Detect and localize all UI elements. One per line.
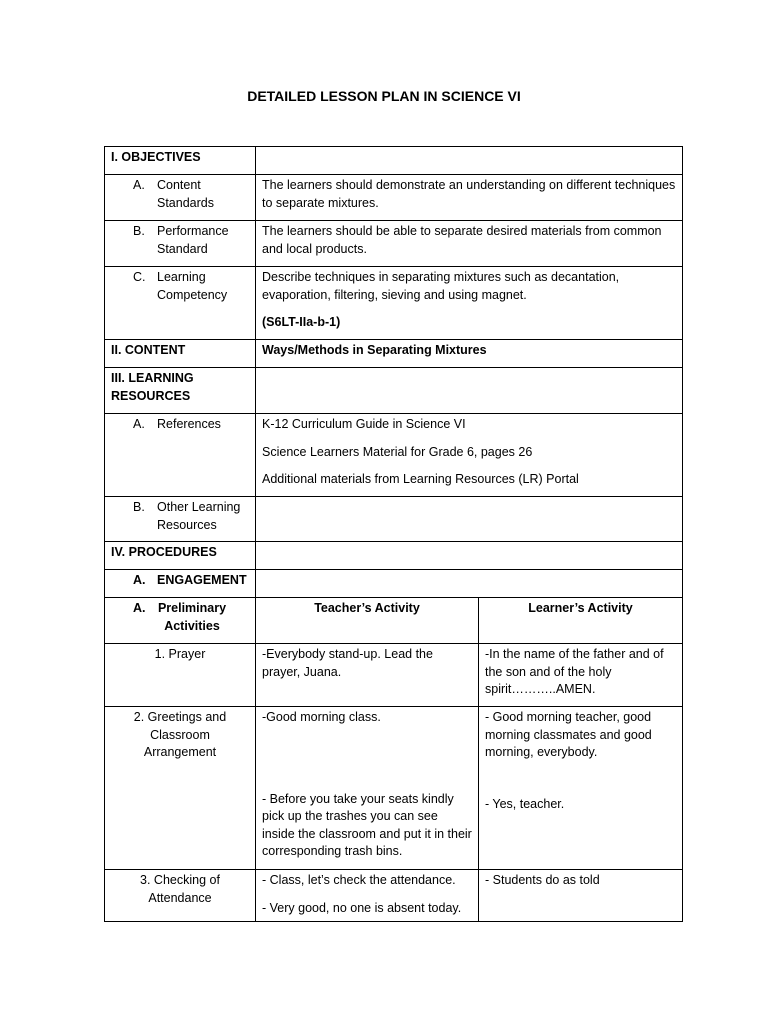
learning-competency-letter: C.: [133, 270, 146, 284]
teacher-activity: - Class, let’s check the attendance.: [262, 873, 456, 887]
other-resources-row: [105, 497, 683, 542]
document-title: DETAILED LESSON PLAN IN SCIENCE VI: [247, 88, 521, 104]
preliminary-header-row: [105, 598, 683, 644]
learner-activity-header: Learner’s Activity: [479, 598, 683, 644]
learning-competency-row: [105, 267, 683, 340]
engagement-label: ENGAGEMENT: [157, 573, 247, 587]
teacher-activity: - Very good, no one is absent today.: [262, 900, 462, 915]
engagement-letter: A.: [133, 573, 146, 587]
learner-activity: - Students do as told: [485, 873, 600, 887]
reference-item: Science Learners Material for Grade 6, pages 26: [262, 444, 533, 459]
learning-competency-code: (S6LT-IIa-b-1): [262, 315, 341, 329]
lesson-plan-table: [104, 146, 683, 922]
objectives-row: [105, 147, 683, 175]
table-row: [105, 870, 683, 922]
references-letter: A.: [133, 417, 145, 431]
activity-label: 2. Greetings and Classroom Arrangement: [133, 710, 227, 759]
content-standards-letter: A.: [133, 178, 145, 192]
reference-item: Additional materials from Learning Resources (LR) Portal: [262, 472, 579, 486]
activity-label: 1. Prayer: [105, 644, 256, 707]
learning-competency-label: Learning Competency: [157, 270, 228, 302]
other-resources-label: Other Learning Resources: [157, 500, 241, 532]
table-row: [105, 707, 683, 870]
other-resources-letter: B.: [133, 500, 145, 514]
reference-item: K-12 Curriculum Guide in Science VI: [262, 417, 466, 431]
procedures-row: [105, 542, 683, 570]
learner-activity: - Good morning teacher, good morning classmates and good morning, everybody.: [485, 710, 652, 759]
content-text: Ways/Methods in Separating Mixtures: [256, 340, 683, 368]
content-standards-row: [105, 175, 683, 221]
performance-standard-text: The learners should be able to separate desired materials from common and local products.: [256, 221, 683, 267]
engagement-row: [105, 570, 683, 598]
performance-standard-label: Performance Standard: [157, 224, 229, 256]
activity-label: 3. Checking of Attendance: [140, 873, 220, 905]
content-row: [105, 340, 683, 368]
performance-standard-row: [105, 221, 683, 267]
references-row: [105, 414, 683, 497]
procedures-heading: IV. PROCEDURES: [105, 542, 256, 570]
content-standards-label: Content Standards: [157, 178, 214, 210]
content-standards-text: The learners should demonstrate an understanding on different techniques to separate mixtures.: [256, 175, 683, 221]
performance-standard-letter: B.: [133, 224, 145, 238]
objectives-heading: I. OBJECTIVES: [105, 147, 256, 175]
teacher-activity: -Good morning class.: [262, 710, 381, 724]
table-row: [105, 644, 683, 707]
teacher-activity: -Everybody stand-up. Lead the prayer, Juana.: [262, 647, 433, 679]
learner-activity: - Yes, teacher.: [485, 796, 565, 811]
preliminary-label: Preliminary Activities: [157, 601, 227, 633]
preliminary-letter: A.: [133, 601, 146, 615]
learning-competency-text: Describe techniques in separating mixtures such as decantation, evaporation, filtering, sieving and using magnet.: [262, 270, 620, 302]
references-label: References: [157, 417, 221, 431]
content-heading: II. CONTENT: [105, 340, 256, 368]
teacher-activity: - Before you take your seats kindly pick up the trashes you can see inside the classroom and put it in their corresponding trash bins.: [262, 791, 472, 858]
learner-activity: -In the name of the father and of the son and of the holy spirit………..AMEN.: [485, 647, 664, 696]
teacher-activity-header: Teacher’s Activity: [256, 598, 479, 644]
learning-resources-heading: III. LEARNING RESOURCES: [105, 368, 256, 414]
learning-resources-row: [105, 368, 683, 414]
